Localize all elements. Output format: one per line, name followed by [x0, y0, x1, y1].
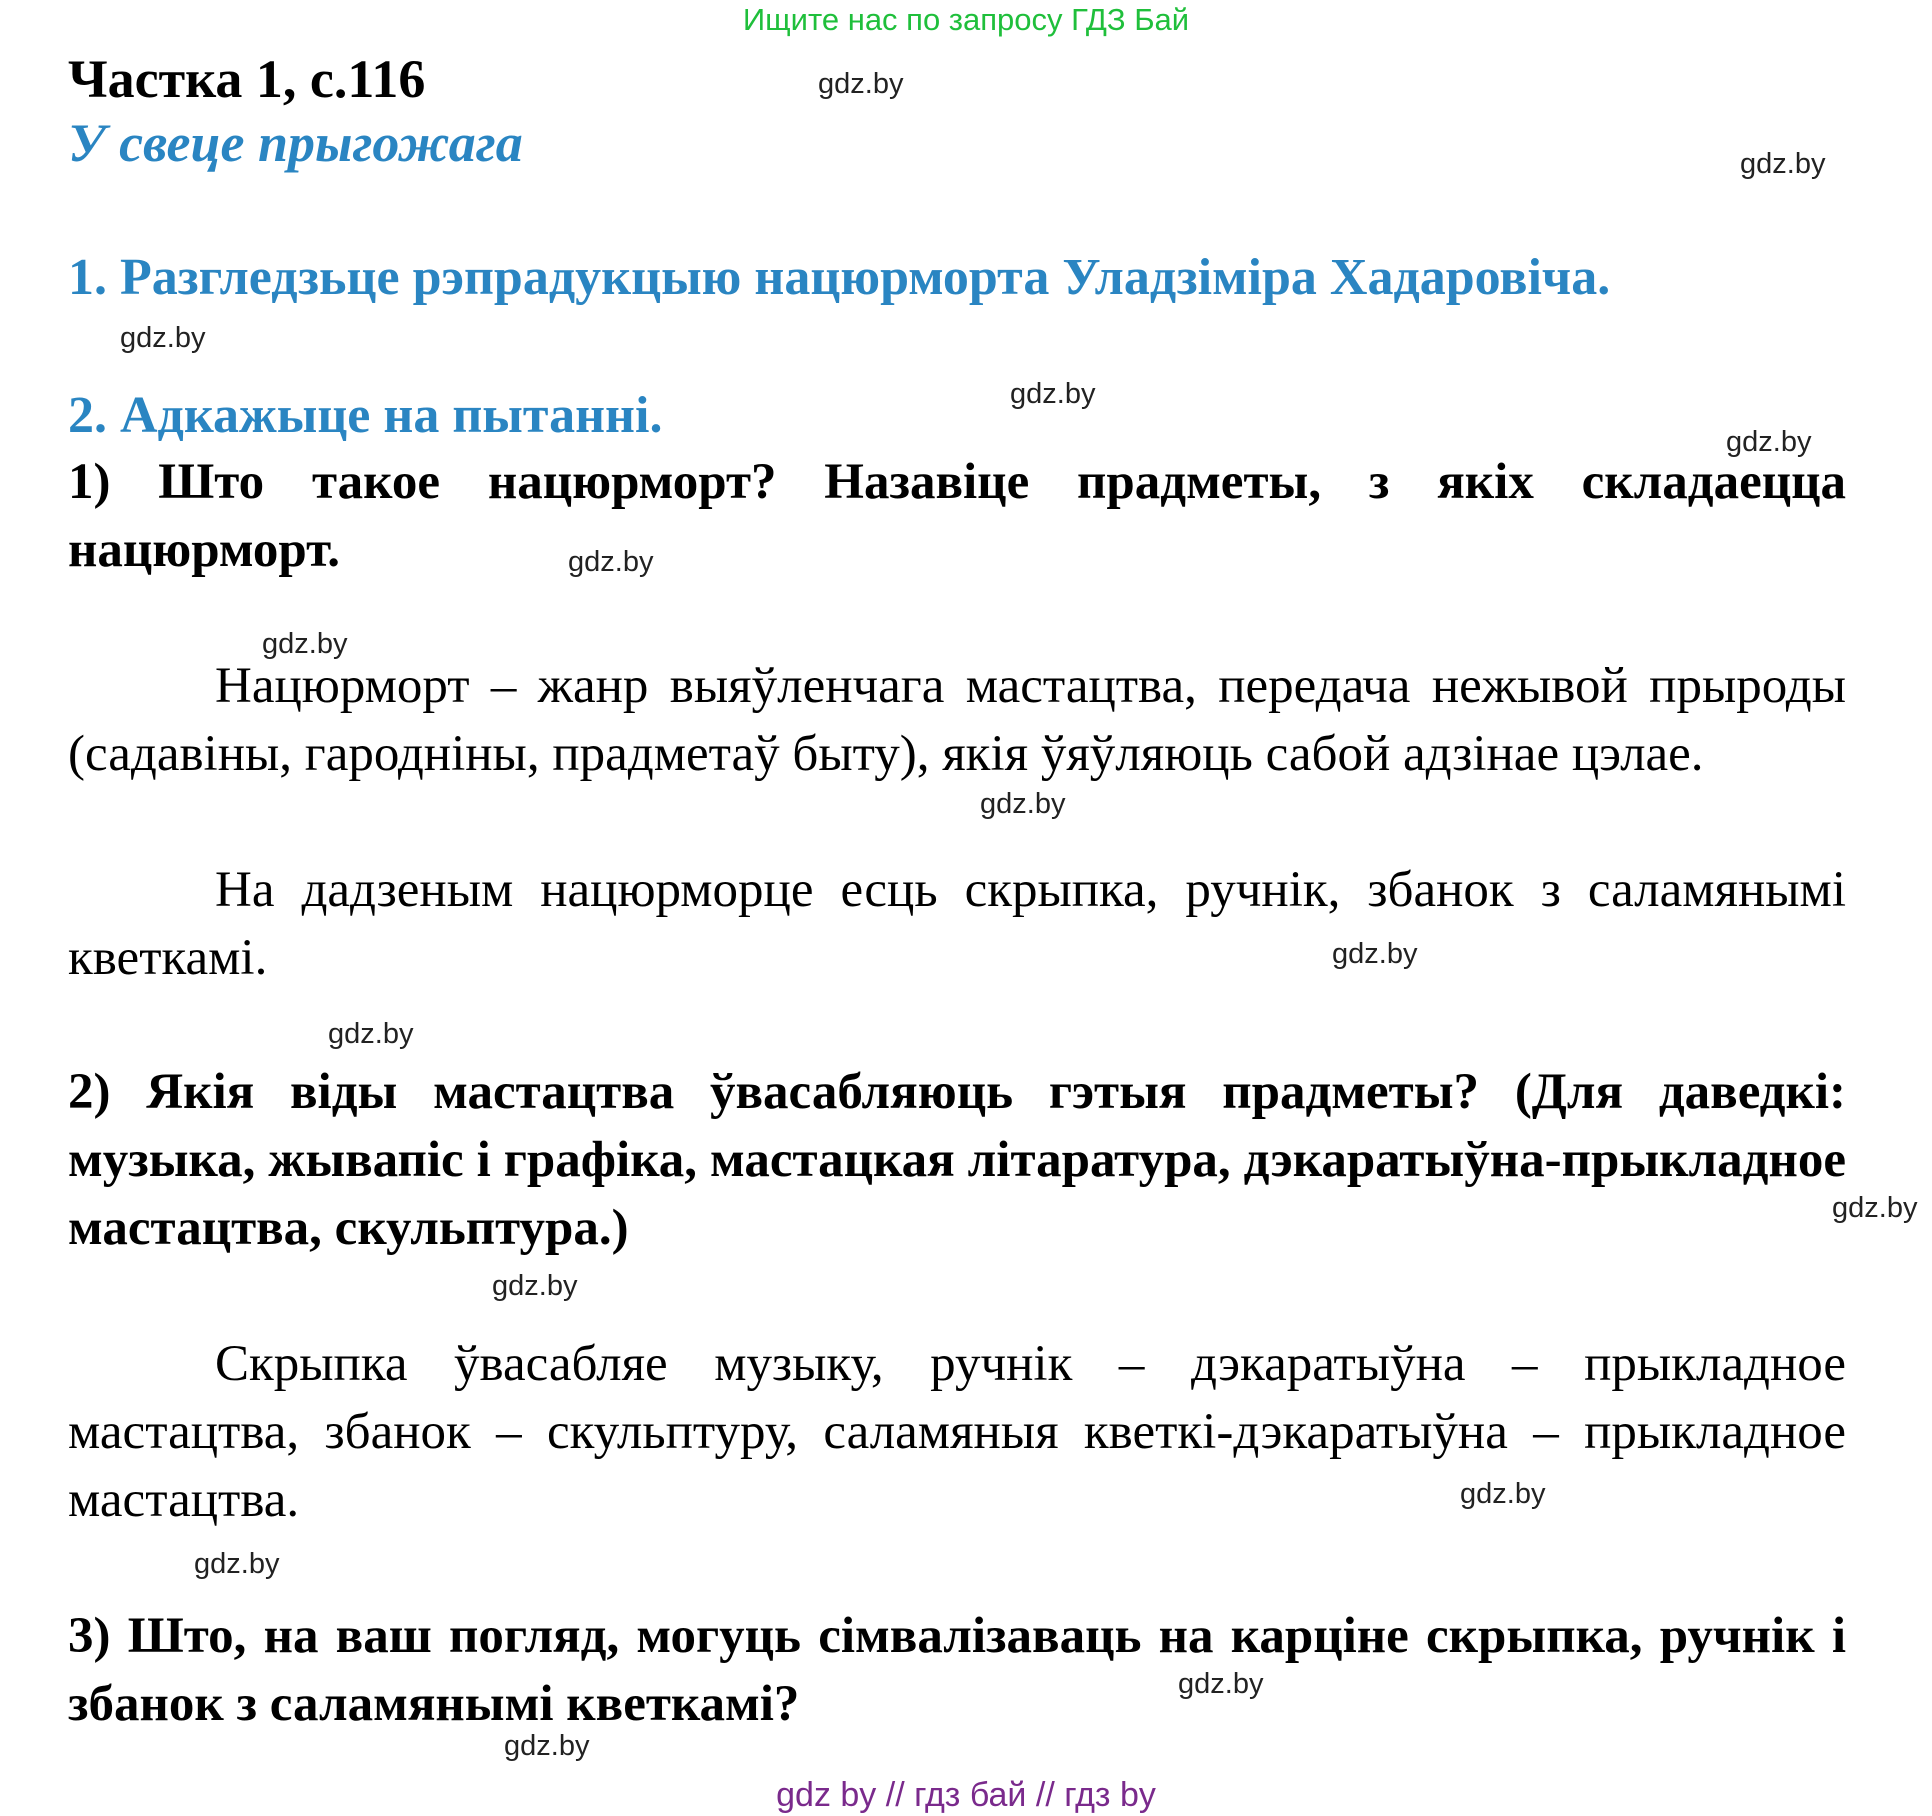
footer-links[interactable]: gdz by // гдз бай // гдз by [776, 1776, 1156, 1814]
task-2: 2. Адкажыце на пытанні. [68, 387, 663, 444]
answer-2: Скрыпка ўвасабляе музыку, ручнік – дэкаратыўна – прыкладное мастацтва, збанок – скульптуру, саламяныя кветкі-дэкаратыўна – прыкладное мастацтва. [68, 1336, 1846, 1528]
question-3: 3) Што, на ваш погляд, могуць сімвалізаваць на карціне скрыпка, ручнік і збанок з саламянымі кветкамі? [68, 1608, 1846, 1732]
top-banner[interactable]: Ищите нас по запросу ГДЗ Бай [742, 2, 1190, 37]
watermark: gdz.by [1460, 1478, 1546, 1510]
watermark: gdz.by [568, 546, 654, 578]
watermark: gdz.by [504, 1730, 590, 1762]
watermark: gdz.by [818, 68, 904, 100]
watermark: gdz.by [1010, 378, 1096, 410]
watermark: gdz.by [1832, 1192, 1918, 1224]
question-2: 2) Якія віды мастацтва ўвасабляюць гэтыя прадметы? (Для даведкі: музыка, жывапіс і графіка, мастацкая літаратура, дэкаратыўна-прыкладное мастацтва, скульптура.) [68, 1064, 1846, 1256]
task-1: 1. Разгледзьце рэпрадукцыю нацюрморта Уладзіміра Хадаровіча. [68, 249, 1611, 306]
watermark: gdz.by [1726, 426, 1812, 458]
watermark: gdz.by [120, 322, 206, 354]
watermark: gdz.by [194, 1548, 280, 1580]
watermark: gdz.by [1178, 1668, 1264, 1700]
watermark: gdz.by [1332, 938, 1418, 970]
watermark: gdz.by [1740, 148, 1826, 180]
answer-1-paragraph-1: Нацюрморт – жанр выяўленчага мастацтва, передача нежывой прыроды (садавіны, гародніны, прадметаў быту), якія ўяўляюць сабой адзінае цэлае. [68, 658, 1846, 782]
topic-title: У свеце прыгожага [68, 113, 523, 173]
question-1: 1) Што такое нацюрморт? Назавіце прадметы, з якіх складаецца нацюрморт. [68, 454, 1846, 578]
watermark: gdz.by [492, 1270, 578, 1302]
part-heading: Частка 1, с.116 [68, 49, 426, 109]
watermark: gdz.by [980, 788, 1066, 820]
watermark: gdz.by [262, 628, 348, 660]
watermark: gdz.by [328, 1018, 414, 1050]
answer-1-paragraph-2: На дадзеным нацюрморце есць скрыпка, ручнік, збанок з саламянымі кветкамі. [68, 862, 1846, 986]
